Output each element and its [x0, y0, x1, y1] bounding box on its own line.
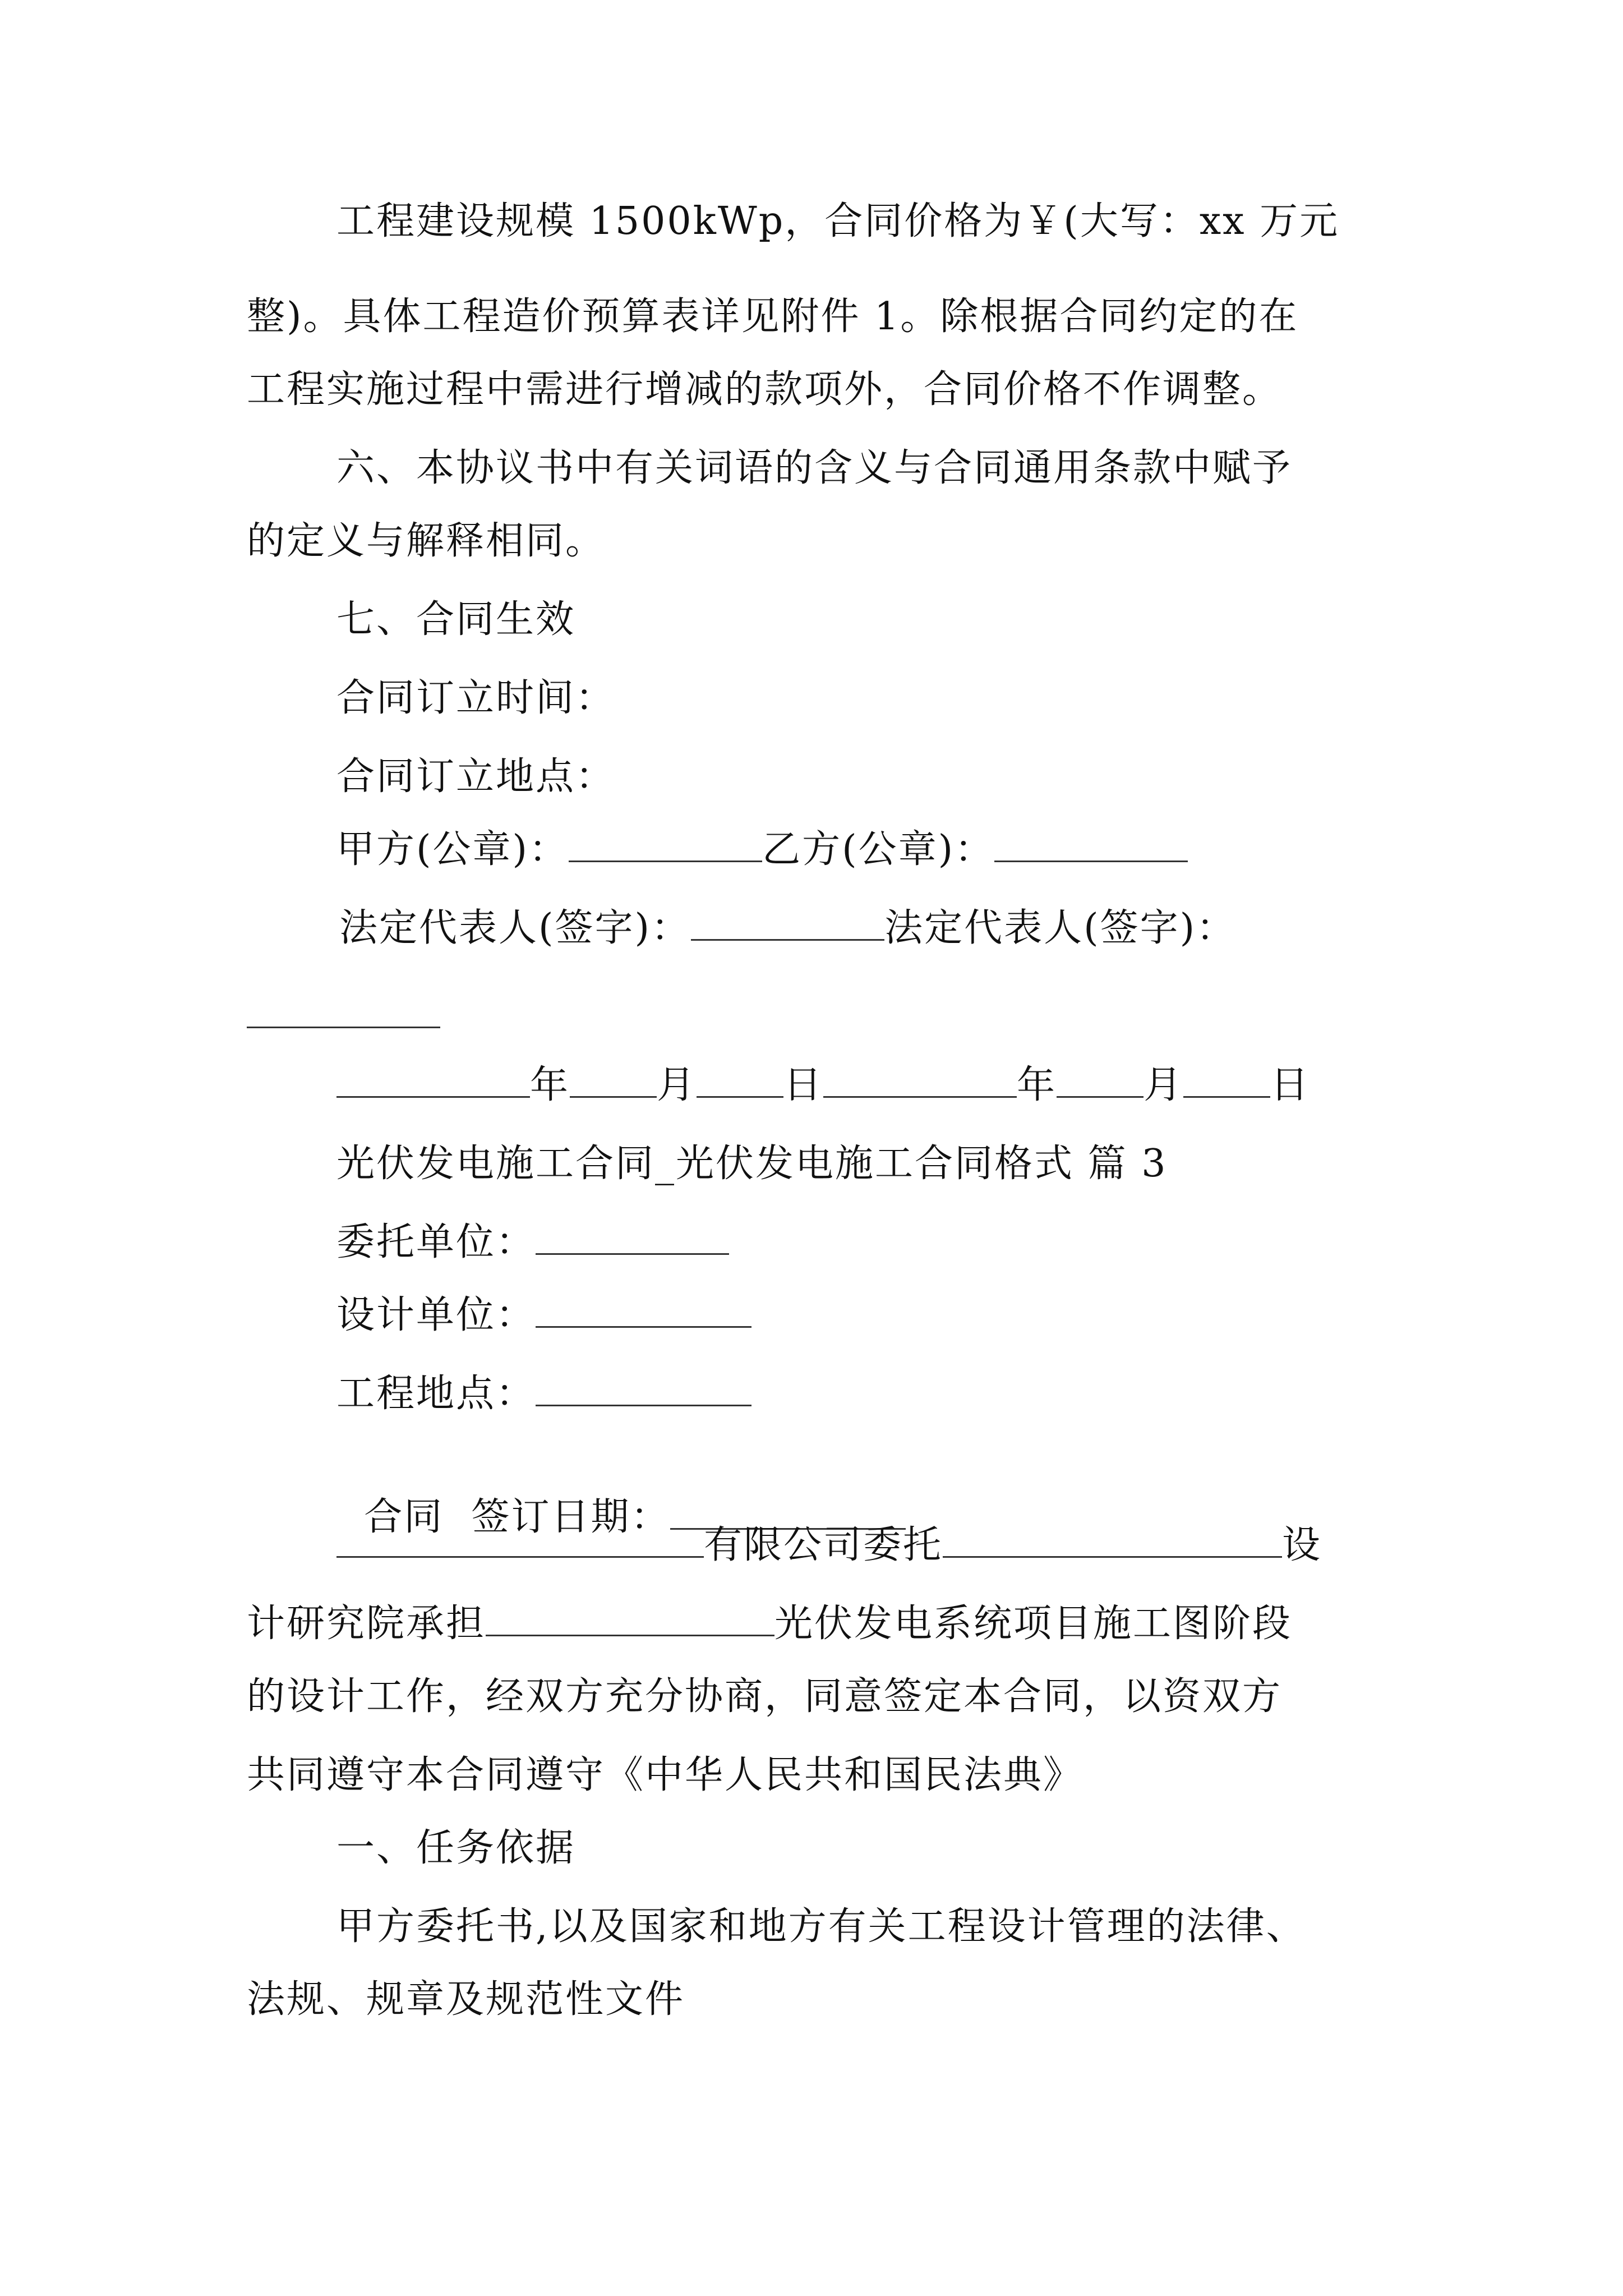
- text-run: 甲方委托书,以及国家和地方有关工程设计管理的法律、: [336, 1904, 1306, 1949]
- fill-blank: [943, 1522, 1282, 1558]
- text-run: 光伏发电施工合同_光伏发电施工合同格式 篇 3: [336, 1142, 1168, 1186]
- text-run: 一、任务依据: [336, 1826, 576, 1870]
- fill-blank: [994, 827, 1188, 862]
- text-run: 光伏发电系统项目施工图阶段: [774, 1602, 1293, 1646]
- text-run: 整)。具体工程造价预算表详见附件 1。除根据合同约定的在: [247, 295, 1299, 339]
- date-unit: 日: [783, 1063, 824, 1107]
- date-unit: 年: [530, 1063, 570, 1107]
- date-unit: 日: [1270, 1063, 1311, 1107]
- text-run: 有限公司委托: [704, 1523, 943, 1567]
- text-run: 七、合同生效: [336, 597, 576, 642]
- text-run: 的定义与解释相同。: [247, 519, 606, 563]
- text-run: 的设计工作，经双方充分协商，同意签定本合同，以资双方: [247, 1674, 1283, 1719]
- text-run: 法规、规章及规范性文件: [247, 1977, 685, 2022]
- field-label: 委托单位：: [336, 1220, 536, 1264]
- text-run: 设: [1282, 1523, 1322, 1567]
- text-run: 工程建设规模 1500kWp，合同价格为￥(大写：xx 万元: [336, 199, 1340, 243]
- text-run: 工程实施过程中需进行增减的款项外，合同价格不作调整。: [247, 367, 1283, 412]
- text-run: 六、本协议书中有关词语的含义与合同通用条款中赋予: [336, 446, 1293, 490]
- date-unit: 年: [1017, 1063, 1057, 1107]
- paragraph-line: [247, 1975, 685, 2025]
- fill-blank: [1183, 1062, 1270, 1098]
- fill-blank: [536, 1371, 751, 1406]
- fill-blank: [336, 1062, 530, 1098]
- field-label: 乙方(公章)：: [762, 827, 995, 872]
- form-line: [336, 1217, 729, 1268]
- paragraph-line: [336, 1902, 1306, 1952]
- date-unit: 月: [657, 1063, 697, 1107]
- signature-line: [336, 825, 1188, 875]
- fill-blank: [247, 1027, 440, 1028]
- field-label: 合同 签订日期：: [364, 1495, 671, 1539]
- form-line: [336, 673, 615, 724]
- paragraph-line: [247, 516, 605, 567]
- fill-blank: [536, 1292, 751, 1328]
- field-label: 合同订立时间：: [336, 676, 616, 720]
- signature-line: [339, 903, 1236, 954]
- date-line: [336, 1060, 1310, 1111]
- fill-blank: [570, 1062, 657, 1098]
- paragraph-line: [247, 1750, 1083, 1801]
- date-unit: 月: [1144, 1063, 1184, 1107]
- document-heading: [336, 1139, 1168, 1189]
- text-run: 共同遵守本合同遵守《中华人民共和国民法典》: [247, 1753, 1083, 1797]
- form-line: [336, 1290, 751, 1341]
- fill-blank: [823, 1062, 1017, 1098]
- paragraph-line: [336, 443, 1292, 494]
- fill-blank: [569, 827, 762, 862]
- form-line: [336, 752, 615, 802]
- paragraph-line: [247, 292, 1298, 342]
- fill-blank: [536, 1220, 729, 1255]
- field-label: 甲方(公章)：: [336, 827, 569, 872]
- paragraph-line: [336, 196, 1339, 247]
- form-line: [336, 1369, 751, 1419]
- section-heading: [336, 595, 575, 645]
- paragraph-line: [247, 1599, 1292, 1649]
- text-run: 计研究院承担: [247, 1602, 486, 1646]
- section-heading: [336, 1823, 575, 1874]
- fill-blank: [697, 1062, 783, 1098]
- fill-blank: [486, 1601, 774, 1636]
- paragraph-line: [247, 1672, 1282, 1722]
- field-label: 法定代表人(签字)：: [884, 906, 1237, 950]
- field-label: 法定代表人(签字)：: [339, 906, 691, 950]
- field-label: 设计单位：: [336, 1293, 536, 1337]
- fill-blank: [1057, 1062, 1144, 1098]
- field-label: 合同订立地点：: [336, 754, 616, 799]
- paragraph-line: [247, 365, 1282, 415]
- field-label: 工程地点：: [336, 1372, 536, 1416]
- fill-blank: [336, 1522, 704, 1558]
- paragraph-line: [336, 1520, 1322, 1571]
- fill-blank: [691, 905, 884, 941]
